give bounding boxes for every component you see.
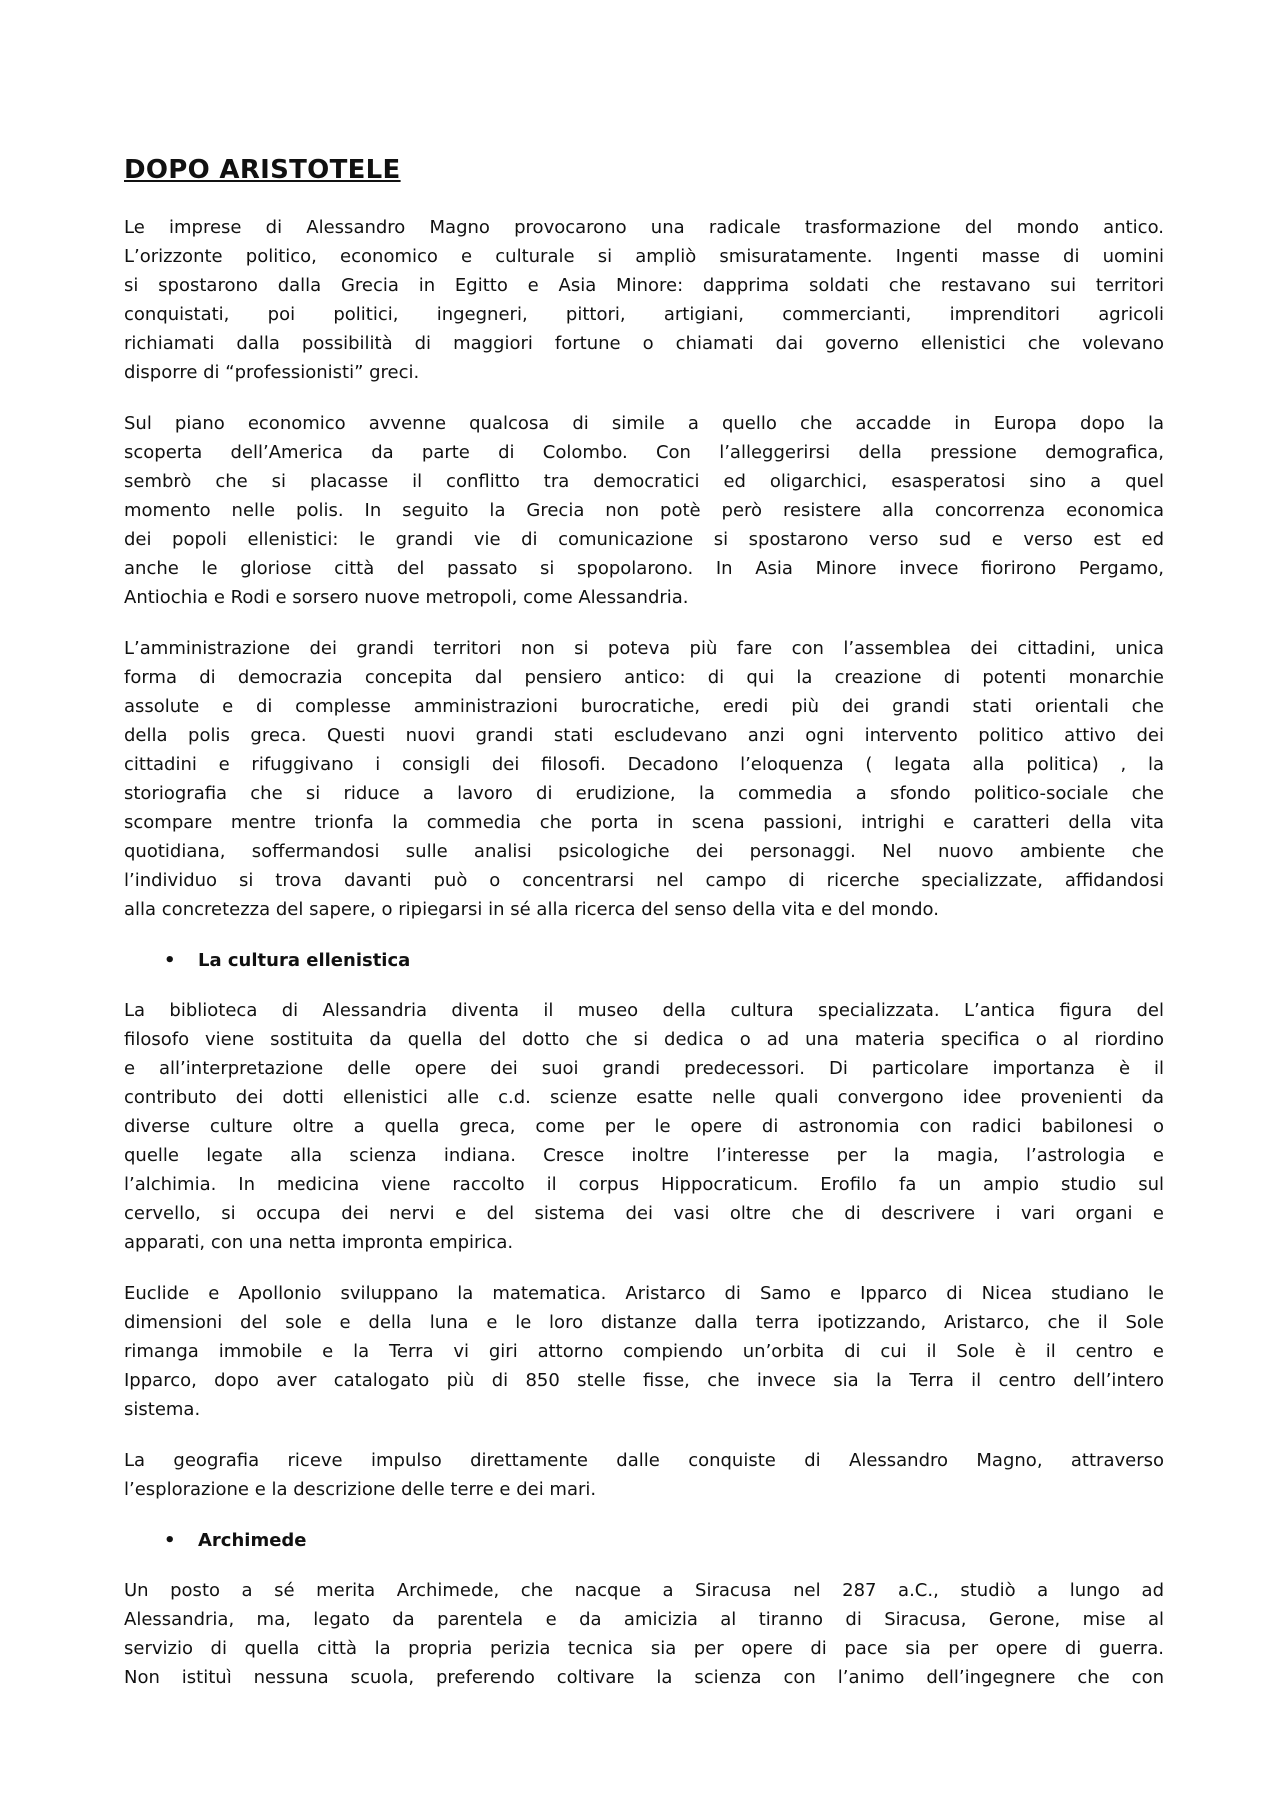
text-line: Euclide e Apollonio sviluppano la matematica. Aristarco di Samo e Ipparco di Nicea studiano le	[124, 1283, 1164, 1304]
text-line: cervello, si occupa dei nervi e del sistema dei vasi oltre che di descrivere i vari organi e	[124, 1203, 1164, 1224]
bullet-icon: •	[164, 950, 176, 971]
text-line: diverse culture oltre a quella greca, come per le opere di astronomia con radici babilonesi o	[124, 1116, 1164, 1137]
paragraph	[124, 1576, 1164, 1692]
text-line: apparati, con una netta impronta empirica.	[124, 1232, 514, 1253]
section-heading-text: Archimede	[198, 1530, 307, 1551]
text-line: contributo dei dotti ellenistici alle c.d. scienze esatte nelle quali convergono idee provenienti da	[124, 1087, 1164, 1108]
text-line: l’esplorazione e la descrizione delle terre e dei mari.	[124, 1479, 597, 1500]
text-line: dei popoli ellenistici: le grandi vie di comunicazione si spostarono verso sud e verso est ed	[124, 529, 1164, 550]
text-line: Alessandria, ma, legato da parentela e da amicizia al tiranno di Siracusa, Gerone, mise al	[124, 1609, 1164, 1630]
paragraph	[124, 996, 1164, 1257]
text-line: si spostarono dalla Grecia in Egitto e Asia Minore: dapprima soldati che restavano sui territori	[124, 275, 1164, 296]
paragraph	[124, 1279, 1164, 1424]
section-heading-cultura-ellenistica	[124, 946, 1164, 975]
text-line: e all’interpretazione delle opere dei suoi grandi predecessori. Di particolare importanza è il	[124, 1058, 1164, 1079]
section-heading-text: La cultura ellenistica	[198, 950, 411, 971]
text-line: cittadini e rifuggivano i consigli dei filosofi. Decadono l’eloquenza ( legata alla politica) , la	[124, 754, 1164, 775]
text-line: della polis greca. Questi nuovi grandi stati escludevano anzi ogni intervento politico attivo dei	[124, 725, 1164, 746]
text-line: richiamati dalla possibilità di maggiori fortune o chiamati dai governo ellenistici che volevano	[124, 333, 1164, 354]
text-line: disporre di “professionisti” greci.	[124, 362, 420, 383]
text-line: L’orizzonte politico, economico e culturale si ampliò smisuratamente. Ingenti masse di uomini	[124, 246, 1164, 267]
text-line: l’alchimia. In medicina viene raccolto il corpus Hippocraticum. Erofilo fa un ampio studio sul	[124, 1174, 1164, 1195]
paragraph	[124, 634, 1164, 924]
text-line: storiografia che si riduce a lavoro di erudizione, la commedia a sfondo politico-sociale che	[124, 783, 1164, 804]
text-line: Le imprese di Alessandro Magno provocarono una radicale trasformazione del mondo antico.	[124, 217, 1164, 238]
text-line: La biblioteca di Alessandria diventa il museo della cultura specializzata. L’antica figura del	[124, 1000, 1164, 1021]
section-heading-archimede	[124, 1526, 1164, 1555]
text-line: momento nelle polis. In seguito la Grecia non potè però resistere alla concorrenza economica	[124, 500, 1164, 521]
text-line: rimanga immobile e la Terra vi giri attorno compiendo un’orbita di cui il Sole è il centro e	[124, 1341, 1164, 1362]
text-line: Antiochia e Rodi e sorsero nuove metropoli, come Alessandria.	[124, 587, 689, 608]
text-line: quotidiana, soffermandosi sulle analisi psicologiche dei personaggi. Nel nuovo ambiente che	[124, 841, 1164, 862]
paragraph	[124, 1446, 1164, 1504]
text-line: L’amministrazione dei grandi territori non si poteva più fare con l’assemblea dei cittadini, unica	[124, 638, 1164, 659]
text-line: dimensioni del sole e della luna e le loro distanze dalla terra ipotizzando, Aristarco, che il Sole	[124, 1312, 1164, 1333]
text-line: sembrò che si placasse il conflitto tra democratici ed oligarchici, esasperatosi sino a quel	[124, 471, 1164, 492]
text-line: Sul piano economico avvenne qualcosa di simile a quello che accadde in Europa dopo la	[124, 413, 1164, 434]
text-line: assolute e di complesse amministrazioni burocratiche, eredi più dei grandi stati orientali che	[124, 696, 1164, 717]
text-line: forma di democrazia concepita dal pensiero antico: di qui la creazione di potenti monarchie	[124, 667, 1164, 688]
text-line: Un posto a sé merita Archimede, che nacque a Siracusa nel 287 a.C., studiò a lungo ad	[124, 1580, 1164, 1601]
text-line: Ipparco, dopo aver catalogato più di 850 stelle fisse, che invece sia la Terra il centro dell’intero	[124, 1370, 1164, 1391]
text-line: sistema.	[124, 1399, 201, 1420]
text-line: alla concretezza del sapere, o ripiegarsi in sé alla ricerca del senso della vita e del mondo.	[124, 899, 939, 920]
text-line: La geografia riceve impulso direttamente dalle conquiste di Alessandro Magno, attraverso	[124, 1450, 1164, 1471]
text-line: servizio di quella città la propria perizia tecnica sia per opere di pace sia per opere di guerra.	[124, 1638, 1164, 1659]
text-line: anche le gloriose città del passato si spopolarono. In Asia Minore invece fiorirono Pergamo,	[124, 558, 1164, 579]
text-line: l’individuo si trova davanti può o concentrarsi nel campo di ricerche specializzate, affidandosi	[124, 870, 1164, 891]
text-line: scoperta dell’America da parte di Colombo. Con l’alleggerirsi della pressione demografica,	[124, 442, 1164, 463]
text-line: conquistati, poi politici, ingegneri, pittori, artigiani, commercianti, imprenditori agricoli	[124, 304, 1164, 325]
text-line: Non istituì nessuna scuola, preferendo coltivare la scienza con l’animo dell’ingegnere che con	[124, 1667, 1164, 1688]
paragraph	[124, 213, 1164, 387]
text-line: quelle legate alla scienza indiana. Cresce inoltre l’interesse per la magia, l’astrologia e	[124, 1145, 1164, 1166]
text-line: filosofo viene sostituita da quella del dotto che si dedica o ad una materia specifica o al riordino	[124, 1029, 1164, 1050]
text-line: scompare mentre trionfa la commedia che porta in scena passioni, intrighi e caratteri della vita	[124, 812, 1164, 833]
bullet-icon: •	[164, 1530, 176, 1551]
paragraph	[124, 409, 1164, 612]
page-title: DOPO ARISTOTELE	[124, 155, 401, 185]
